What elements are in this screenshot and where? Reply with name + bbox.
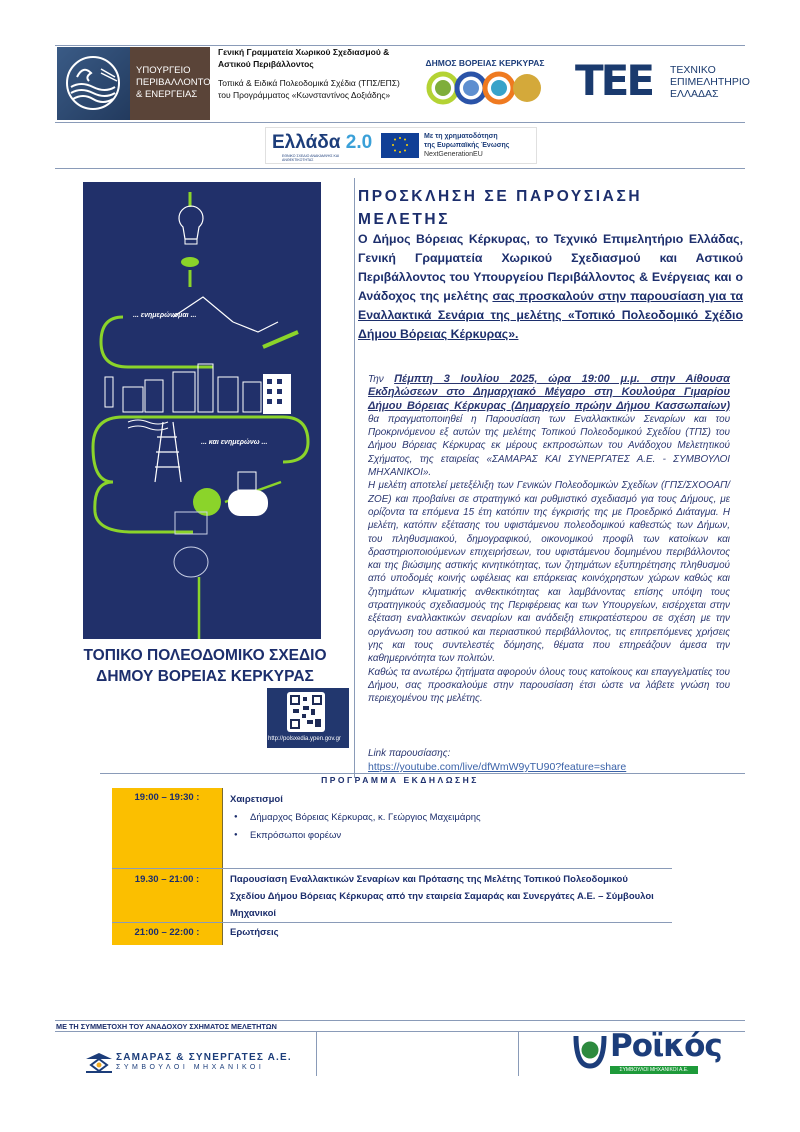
header-bottom-rule <box>55 122 745 123</box>
program-time-3: 21:00 – 22:00 : <box>134 927 200 938</box>
poster-phrase-1: ... ενημερώνομαι ... <box>133 312 197 319</box>
samaras-emblem-icon <box>85 1052 113 1074</box>
municipality-logo-text: ΔΗΜΟΣ ΒΟΡΕΙΑΣ ΚΕΡΚΥΡΑΣ <box>425 58 545 68</box>
footer-divider-2 <box>518 1031 519 1076</box>
details-rest: θα πραγματοποιηθεί η Παρουσίαση των Εναλλακτικών Σεναρίων και του Προκρινόμενου εξ αυτών της μελέτης Τοπικού Πολεοδομικού Σχεδίου (ΤΠΣ) του Δήμου Βόρειας Κέρκυρας εκ μέρους εκπροσώπων του Ανάδοχου Μελετητικού Σχήματος, της εταιρείας «ΣΑΜΑΡΑΣ ΚΑΙ ΣΥΝΕΡΓΑΤΕΣ Α.Ε. - ΣΥΜΒΟΥΛΟΙ ΜΗΧΑΝΙΚΟΙ». <box>368 413 730 479</box>
samaras-name: ΣΑΜΑΡΑΣ & ΣΥΝΕΡΓΑΤΕΣ Α.Ε. <box>116 1052 292 1063</box>
program-activity-1: Χαιρετισμοί <box>230 794 283 805</box>
invitation-details <box>368 373 730 705</box>
tee-mark: TEE <box>575 56 653 105</box>
ministry-name: ΥΠΟΥΡΓΕΙΟ ΠΕΡΙΒΑΛΛΟΝΤΟΣ & ΕΝΕΡΓΕΙΑΣ <box>130 47 210 120</box>
invitation-intro-underlined: σας προσκαλούν στην παρουσίαση για τα Εναλλακτικά Σενάρια της μελέτης «Τοπικό Πολεοδομικό Σχέδιο Δήμου Βόρειας Κέρκυρας». <box>358 289 744 341</box>
qr-code-icon <box>287 692 325 732</box>
invitation-intro-text: Ο Δήμος Βόρειας Κέρκυρας, το Τεχνικό Επιμελητήριο Ελλάδας, Γενική Γραμματεία Χωρικού Σχεδιασμού και Αστικού Περιβάλλοντος του Υπουργείου Περιβάλλοντος & Ενέργειας και ο Ανάδοχος της μελέτης <box>358 232 743 303</box>
city-illustration-icon <box>83 182 321 639</box>
eu-funding-line-2: της Ευρωπαϊκής Ένωσης <box>424 142 510 149</box>
footer-divider-1 <box>316 1031 317 1076</box>
poster-illustration <box>83 182 321 639</box>
program-bullet-1: ● Δήμαρχος Βόρειας Κέρκυρας, κ. Γεώργιος Μαχειμάρης <box>250 812 481 823</box>
program-row-rule-1 <box>112 868 672 869</box>
study-description: Η μελέτη αποτελεί μετεξέλιξη των Γενικών Πολεοδομικών Σχεδίων (ΓΠΣ/ΣΧΟΟΑΠ/ΖΟΕ) και προβαίνει σε στρατηγικό και ρυθμιστικό σχεδιασμό για τους Δήμους, με ορίζοντα τα επόμενα 15 έτη κατόπιν της έγκρισής της με Προεδρικό Διάταγμα. Η μελέτη, κατόπιν εξέτασης του υφιστάμενου πολεοδομικού καθεστώς των Δήμων, του πληθυσμιακού, δημογραφικού, οικονομικού προφίλ των κατοίκων και δραστηριοποιούμενων επιχειρήσεων, του υφιστάμενου δομημένου περιβάλλοντος και της βιώσιμης αστικής κινητικότητας, των ζητημάτων εξυπηρέτησης πληθυσμού από υποδομές κοινής ωφέλειας και επάρκειας κοινόχρηστων χώρων καθώς και ζητημάτων κλιματικής ανθεκτικότητας και λαμβάνοντας επίσης υπόψη τους στρατηγικούς σχεδιασμούς της Περιφέρειας και των Υπουργείων, εισέρχεται στην εξέταση εναλλακτικών σεναρίων και ανάδειξη επικρατέστερου σε σχέση με την οργάνωση του αστικού και περιαστικού περιβάλλοντος, τις επιτρεπόμενες χρήσεις γης και τους συντελεστές δόμησης, θέματα που επηρεάζουν άμεσα την καθημερινότητα των πολιτών. <box>368 480 730 665</box>
column-divider <box>354 178 355 778</box>
program-time-1: 19:00 – 19:30 : <box>134 792 200 803</box>
program-activity-3: Ερωτήσεις <box>230 927 279 938</box>
header-top-rule <box>55 45 745 46</box>
ministry-emblem-icon <box>57 47 130 120</box>
poster-phrase-2: ... και ενημερώνω ... <box>201 439 268 446</box>
recovery-plan-text: ΕΘΝΙΚΟ ΣΧΕΔΙΟ ΑΝΑΚΑΜΨΗΣ ΚΑΙ ΑΝΘΕΚΤΙΚΟΤΗΤΑΣ <box>282 154 340 162</box>
roikos-name: Ροϊκός <box>610 1028 722 1064</box>
eu-funding-text <box>424 132 509 159</box>
poster-title-line-1: ΤΟΠΙΚΟ ΠΟΛΕΟΔΟΜΙΚΟ ΣΧΕΔΙΟ <box>83 647 327 664</box>
samaras-sub: ΣΥΜΒΟΥΛΟΙ ΜΗΧΑΝΙΚΟΙ <box>116 1064 265 1071</box>
details-prefix: Την <box>368 374 395 385</box>
eu-flag-icon <box>381 133 419 158</box>
qr-code-card[interactable] <box>267 688 349 748</box>
poster-title <box>60 645 350 687</box>
program-row-rule-2 <box>112 922 672 923</box>
program-activity-2: Παρουσίαση Εναλλακτικών Σεναρίων και Πρότασης της Μελέτης Τοπικού Πολεοδομικού Σχεδίου Δήμου Βόρειας Κέρκυρας από την εταιρεία Σαμαράς και Συνεργάτες Α.Ε. – Σύμβουλοι Μηχανικοί <box>230 874 654 919</box>
greece-brand-text: Ελλάδα <box>272 132 341 153</box>
program-top-rule <box>100 773 745 774</box>
eu-funding-line-1: Με τη χρηματοδότηση <box>424 133 498 140</box>
roikos-logo <box>572 1028 722 1077</box>
link-label: Link παρουσίασης: <box>368 748 451 759</box>
eu-program-name: NextGenerationEU <box>424 151 483 158</box>
secretariat-block <box>218 47 403 101</box>
footer-label: ΜΕ ΤΗ ΣΥΜΜΕΤΟΧΗ ΤΟΥ ΑΝΑΔΟΧΟΥ ΣΧΗΜΑΤΟΣ ΜΕΛΕΤΗΤΩΝ <box>56 1022 277 1031</box>
program-time-2: 19.30 – 21:00 : <box>134 874 200 885</box>
header-eu-rule <box>55 168 745 169</box>
program-bullet-2: ● Εκπρόσωποι φορέων <box>250 830 341 841</box>
youtube-link[interactable]: https://youtube.com/live/dfWmW9yTU90?feature=share <box>368 761 627 773</box>
program-name: Τοπικά & Ειδικά Πολεοδομικά Σχέδια (ΤΠΣ/ΕΠΣ) του Προγράμματος «Κωνσταντίνος Δοξιάδης» <box>218 78 400 100</box>
municipality-emblem-icon <box>415 68 555 106</box>
qr-url[interactable]: http://polsxedia.ypen.gov.gr <box>268 736 341 742</box>
tee-name: ΤΕΧΝΙΚΟ ΕΠΙΜΕΛΗΤΗΡΙΟ ΕΛΛΑΔΑΣ <box>670 64 750 100</box>
municipality-logo <box>415 58 555 108</box>
invitation-closing: Καθώς τα ανωτέρω ζητήματα αφορούν όλους τους κατοίκους και επαγγελματίες του Δήμου, σας προσκαλούμε στην παρουσίαση έτσι ώστε να λάβετε γνώση του περιεχομένου της μελέτης. <box>368 666 730 705</box>
program-title: ΠΡΟΓΡΑΜΜΑ ΕΚΔΗΛΩΣΗΣ <box>321 775 479 785</box>
samaras-logo <box>85 1052 292 1074</box>
tee-logo <box>575 56 755 105</box>
secretariat-name: Γενική Γραμματεία Χωρικού Σχεδιασμού & Αστικού Περιβάλλοντος <box>218 47 390 69</box>
poster-title-line-2: ΔΗΜΟΥ ΒΟΡΕΙΑΣ ΚΕΡΚΥΡΑΣ <box>96 668 314 685</box>
footer-top-rule <box>55 1020 745 1021</box>
roikos-emblem-icon <box>572 1032 608 1072</box>
greece-version-text: 2.0 <box>345 132 373 153</box>
invitation-title: ΠΡΟΣΚΛΗΣΗ ΣΕ ΠΑΡΟΥΣΙΑΣΗ ΜΕΛΕΤΗΣ <box>358 188 643 228</box>
greece-2-0-logo <box>272 132 372 154</box>
event-date-venue: Πέμπτη 3 Ιουλίου 2025, ώρα 19:00 μ.μ. στην Αίθουσα Εκδηλώσεων στο Δημαρχιακό Μέγαρο στη Κουλούρα Γιμαρίου Δήμου Βόρειας Κέρκυρας (Δημαρχείο πρώην Δήμου Κασσωπαίων) <box>368 373 730 412</box>
invitation-intro <box>358 230 743 344</box>
funding-band <box>265 127 537 164</box>
roikos-sub: ΣΥΜΒΟΥΛΟΙ ΜΗΧΑΝΙΚΟΙ Α.Ε. <box>610 1066 698 1074</box>
